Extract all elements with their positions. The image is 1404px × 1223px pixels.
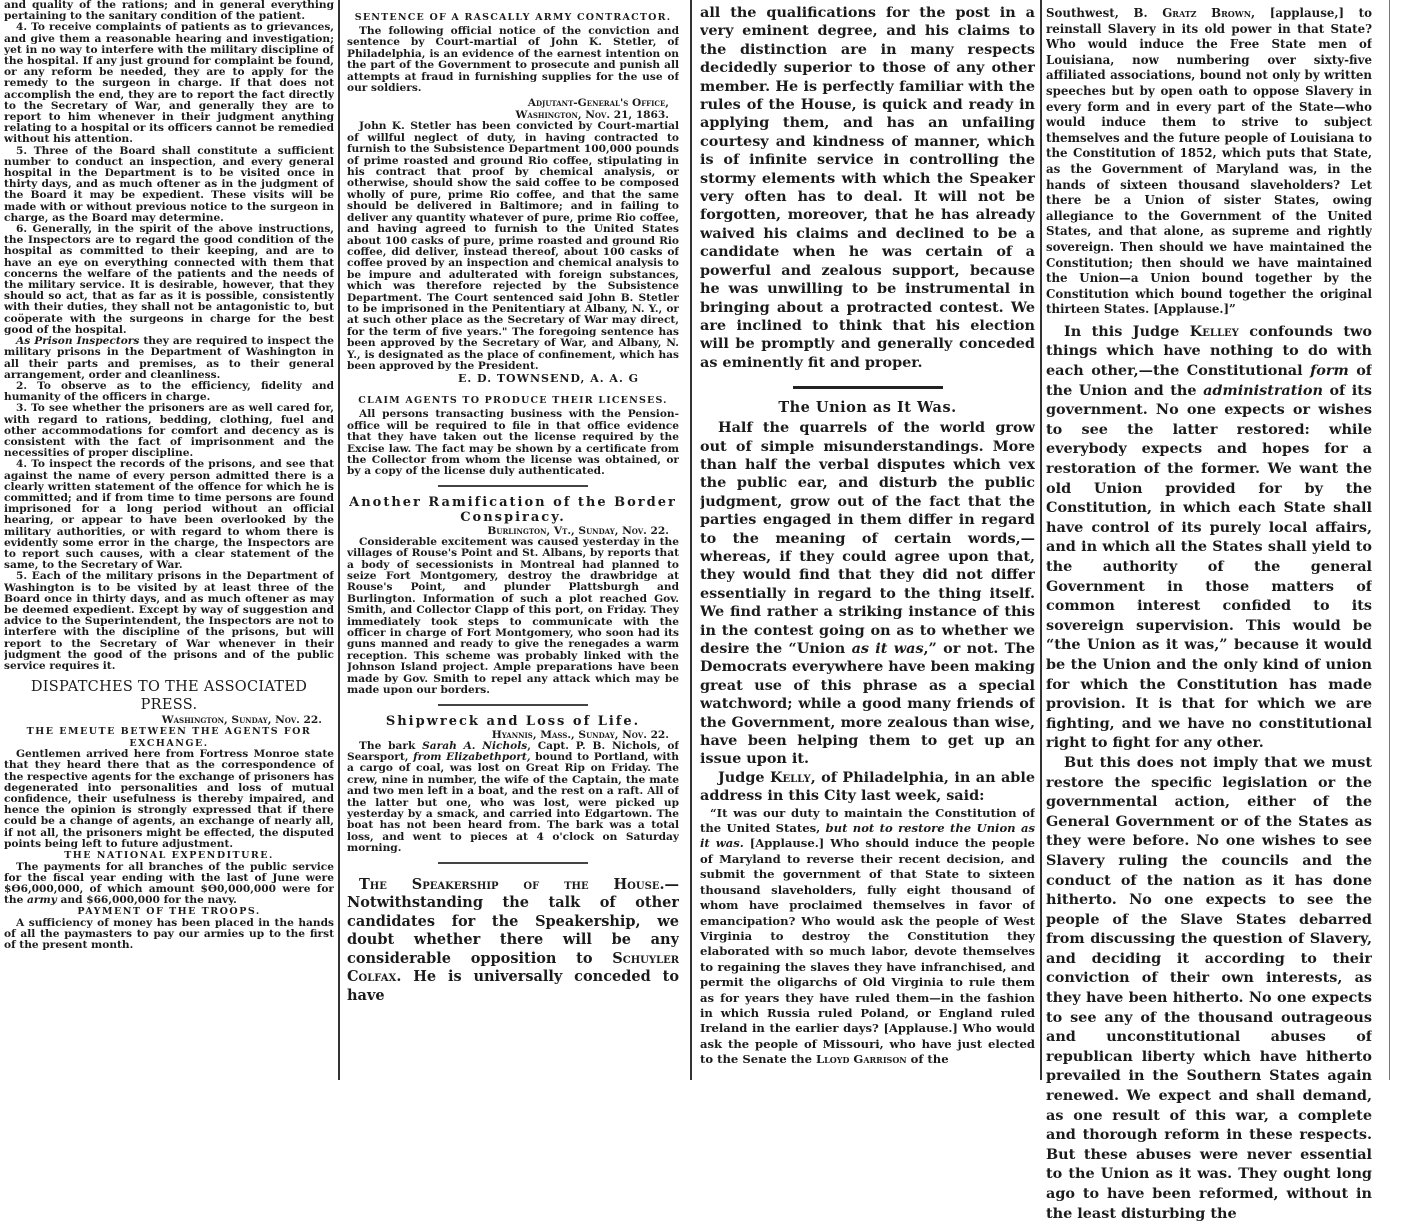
paragraph	[4, 862, 334, 907]
quotation-continued	[1046, 6, 1372, 318]
paragraph: 5. Three of the Board shall constitute a sufficient number to conduct an inspection, and every general hospital in the Department is to be visited once in thirty days, and as much oftener as in the judgment of the Board it may be expedient. These visits will be made with or without previous notice to the surgeon in charge, as the Board may determine.	[4, 144, 334, 224]
subheading-emeute: THE EMEUTE BETWEEN THE AGENTS FOR EXCHANGE.	[26, 726, 312, 749]
subheading-troops: PAYMENT OF THE TROOPS.	[77, 906, 261, 918]
text-run: The bark	[359, 739, 423, 752]
column-2	[347, 0, 679, 1005]
italic-run: army	[27, 894, 57, 907]
paragraph: John K. Stetler has been convicted by Court-martial of willful neglect of duty, in having contracted to furnish to the Subsistence Department 100,000 pounds of prime roasted and ground Rio coffee, stipulating in his contract that proof by chemical analysis, or otherwise, should show the said coffee to be composed wholly of pure, prime Rio coffee, and that the same should be delivered in Baltimore; and in failing to deliver any quantity whatever of pure, prime Rio coffee, and having agreed to furnish to the United States about 100 casks of pure, prime roasted and ground Rio coffee, did deliver, instead thereof, about 100 casks of coffee proved by an inspection and chemical analysis to be impure and adulterated with foreign substances, which was therefore rejected by the Subsistence Department. The Court sentenced said John B. Stetler to be imprisoned in the Penitentiary at Albany, N. Y., or at such other place as the Secretary of War may direct, for the term of five years." The foregoing sentence has been approved by the Secretary of War, and Albany, N. Y., is designated as the place of confinement, which has been approved by the President.	[347, 120, 679, 372]
text-run: Southwest,	[1046, 6, 1134, 20]
text-run: of its government. No one expects or wishes to see the latter restored: while everybody expects and hopes for a restoration of the former. We want the old Union provided for by the Constitution, in which each State shall have control of its purely local affairs, and in which all the States shall yield to the authority of the general Government in those matters of common interest confided to its sovereign supervision. This would be “the Union as it was,” because it would be the Union and the only kind of union for which the Constitution has made provision. It is that for which we are fighting, and we have no constitutional right to fight for any other.	[1046, 381, 1372, 752]
paragraph: 2. To observe as to the efficiency, fidelity and humanity of the officers in charge.	[4, 379, 334, 404]
paragraph: Considerable excitement was caused yesterday in the villages of Rouse's Point and St. Albans, by reports that a body of secessionists in Montreal had planned to seize Fort Montgomery, destroy the drawbridge at Rouse's Point, and plunder Plattsburgh and Burlington. Information of such a plot reached Gov. Smith, and Collector Clapp of this port, on Friday. They immediately took steps to communicate with the officer in charge of Fort Montgomery, who soon had its guns manned and ready to give the renegades a warm reception. This scheme was probably linked with the Johnson Island project. Ample preparations have been made by Gov. Smith to repel any attack which may be made upon our borders.	[347, 535, 679, 697]
subheading-contractor: SENTENCE OF A RASCALLY ARMY CONTRACTOR.	[354, 12, 672, 23]
paragraph	[347, 741, 679, 855]
paragraph: All persons transacting business with the Pension-office will be required to file in that office evidence that they have taken out the license required by the Excise law. The fact may be shown by a certificate from the Collector from whom the license was obtained, or by a copy of the license duly authenticated.	[347, 408, 679, 478]
heading-border-conspiracy: Another Ramification of the Border Conspiracy.	[349, 494, 677, 525]
paragraph	[4, 336, 334, 381]
paragraph	[1046, 322, 1372, 753]
column-rule	[690, 0, 692, 1080]
heading-shipwreck: Shipwreck and Loss of Life.	[385, 713, 641, 729]
subheading-claim-agents: CLAIM AGENTS TO PRODUCE THEIR LICENSES.	[358, 395, 668, 407]
paragraph: A sufficiency of money has been placed in the hands of all the paymasters to pay our armies up to the first of the present month.	[4, 916, 334, 952]
text-run: , of Philadelphia, in an able address in this City last week, said:	[700, 768, 1035, 805]
paragraph	[700, 769, 1035, 806]
text-run: [Applause.] Who should induce the people of Maryland to reverse their recent decision, and submit the government of that State to sixteen thousand slaveholders, fully eight thousand of whom have proclaimed themselves in favor of emancipation? Who would ask the people of West Virginia to destroy the Constitution they elaborated with so much labor, devote themselves to regaining the slaves they have infranchised, and permit the oligarchs of Old Virginia to rule them as for years they have ruled them—in the fashion in which Russia ruled Poland, or England ruled Ireland in the earlier days? [Applause.] Who would ask the people of Missouri, who have just elected to the Senate the	[700, 836, 1035, 1067]
text-run: Half the quarrels of the world grow out of simple misunderstandings. More than half the verbal disputes which vex the public ear, and disturb the public judgment, grow out of the fact that the parties engaged in them differ in regard to the meaning of certain words,—whereas, if they could agree upon that, they would find that they did not differ essentially in regard to the thing itself. We find rather a striking instance of this in the contest going on as to whether we desire the “Union	[700, 419, 1035, 657]
text-run: In this Judge	[1064, 322, 1190, 340]
paragraph: 4. To inspect the records of the prisons, and see that against the name of every person admitted there is a clearly written statement of the offence for which he is committed; and if from time to time persons are found imprisoned for a long period without an official hearing, or appear to have been overlooked by the military authorities, or with regard to whom there is evidently some error in the charge, the Inspectors are to report such causes, with a clear statement of the same, to the Secretary of War.	[4, 458, 334, 572]
italic-run: as it was	[851, 640, 924, 657]
column-1	[4, 0, 334, 951]
paragraph: 5. Each of the military prisons in the Department of Washington is to be visited by at least three of the Board once in thirty days, and as much oftener as may be deemed expedient. Except by way of suggestion and advice to the Superintendent, the Inspectors are not to interfere with the discipline of the prisons, but will report to the Secretary of War whenever in their judgment the good of the prisons and of the public service requires it.	[4, 570, 334, 672]
text-run: He is universally conceded to have	[347, 968, 679, 1004]
italic-run: administration	[1203, 381, 1323, 399]
dateline: Hyannis, Mass., Sunday, Nov. 22.	[491, 728, 669, 741]
column-rule	[338, 0, 340, 1080]
paragraph: 3. To see whether the prisoners are as well cared for, with regard to rations, bedding, clothing, fuel and other accommodations for comfort and decency as is consistent with the fact of imprisonment and the necessities of proper discipline.	[4, 402, 334, 460]
name-run: Kelly	[770, 768, 811, 786]
subheading-expenditure: THE NATIONAL EXPENDITURE.	[64, 850, 274, 862]
italic-run: form	[1310, 362, 1349, 380]
paragraph: 4. To receive complaints of patients as to grievances, and give them a reasonable hearing and investigation; yet in no way to interfere with the military discipline of the hospital. If any just ground for complaint be found, or any reform be needed, they are to apply for the remedy to the surgeon in charge. If that does not accomplish the end, they are to report the fact directly to the Secretary of War, and generally they are to report to him whenever in their judgment anything relating to a hospital or its officers cannot be remedied without his attention.	[4, 21, 334, 146]
text-run: confounds two things which have nothing to do with each other,—the Constitutional	[1046, 322, 1372, 380]
lead-title: The Speakership of the House.	[359, 875, 665, 893]
quotation	[700, 806, 1035, 1068]
paragraph: But this does not imply that we must restore the specific legislation or the governmental action, either of the General Government or of the States as they were before. No one wishes to see Slavery ruling the councils and the conduct of the nation as it has done hitherto. No one expects to see the people of the Slave States debarred from discussing the question of Slavery, and deciding it according to their conviction of their own interests, as they have been hitherto. No one expects to see any of the thousand outrageous and unconstitutional abuses of republican liberty which have hitherto prevailed in the Southern States again renewed. We expect and shall demand, as one result of this war, a complete and thorough reform in these respects. But these abuses were never essential to the Union as it was. They ought long ago to have been reformed, without in the least disturbing the	[1046, 753, 1372, 1222]
section-divider	[438, 704, 588, 706]
text-run: bound to Portland, with a cargo of coal, was lost on Great Rip on Friday. The crew, nine in number, the wife of the Captain, the mate and two men left in a boat, and the rest on a raft. All of the latter but one, who was lost, were picked up yesterday by a smack, and carried into Edgartown. The boat has not been heard from. The bark was a total loss, and went to pieces at 4 o'clock on Saturday morning.	[347, 750, 679, 855]
text-run: they are required to inspect the military prisons in the Department of Washington in all their parts and premises, as to their general arrangement, order and cleanliness.	[4, 335, 334, 381]
text-run: The payments for all branches of the public service for the fiscal year ending with the last of June were $Ө6,000,000, of which amount $Ө0,000,000 were for the	[4, 860, 334, 907]
paragraph: Gentlemen arrived here from Fortress Monroe state that they heard there that as the correspondence of the respective agents for the exchange of prisoners has degenerated into personalities and loss of mutual confidence, their usefulness is thereby impaired, and hence the opinion is strongly expressed that if there could be a change of agents, an exchange of nearly all, if not all, the prisoners might be effected, the disputed points being left to future adjustment.	[4, 748, 334, 850]
dateline: Washington, Nov. 21, 1863.	[515, 109, 669, 122]
italic-run: Sarah A. Nichols	[422, 739, 528, 752]
paragraph: 6. Generally, in the spirit of the above instructions, the Inspectors are to regard the good condition of the hospital as committed to their keeping, and are to have an eye on everything connected with them that concerns the welfare of the patients and the needs of the military service. It is desirable, however, that they should so act, that as far as it is possible, consistently with their duties, they shall not be antagonistic to, but coöperate with the surgeons in charge for the best good of the hospital.	[4, 223, 334, 336]
heading-union-as-it-was: The Union as It Was.	[778, 399, 957, 417]
signature: E. D. TOWNSEND, A. A. G	[458, 372, 639, 386]
text-run: and $66,000,000 for the navy.	[56, 894, 237, 907]
text-run: , Capt. P. B. Nichols, of Searsport,	[347, 739, 679, 763]
editorial-lead-speakership	[347, 876, 679, 1006]
text-run: of the Union and the	[1046, 362, 1372, 399]
section-heading-dispatches: DISPATCHES TO THE ASSOCIATED PRESS.	[30, 679, 308, 714]
text-run: —Notwithstanding the talk of other candidates for the Speakership, we doubt whether there will be any considerable opposition to	[347, 875, 679, 967]
italic-run: As Prison Inspectors	[16, 335, 140, 348]
page-edge-rule	[1389, 0, 1390, 1080]
name-run: Lloyd Garrison	[815, 1052, 907, 1067]
paragraph: The following official notice of the conviction and sentence by Court-martial of John K. Stetler, of Philadelphia, is an evidence of the earnest intention on the part of the Government to prosecute and punish all attempts at fraud in furnishing supplies for the use of our soldiers.	[347, 25, 679, 95]
paragraph	[700, 419, 1035, 769]
section-divider	[438, 862, 588, 864]
name-run: Schuyler Colfax.	[347, 949, 679, 986]
text-run: of the	[906, 1052, 949, 1067]
office-line: Adjutant-General's Office,	[527, 97, 669, 110]
paragraph: and quality of the rations; and in general everything pertaining to the sanitary condition of the patient.	[4, 0, 334, 23]
column-rule	[1040, 0, 1042, 1080]
section-divider	[793, 386, 943, 389]
dateline: Burlington, Vt., Sunday, Nov. 22.	[487, 524, 669, 537]
text-run: , [applause,] to reinstall Slavery in its old power in that State? Who would induce the Free State men of Louisiana, now numbering over sixty-five affiliated associations, bound not only by written speeches but by open oath to oppose Slavery in every form and in every part of the State—who would induce them to strive to subject themselves and the future people of Louisiana to the Constitution of 1852, which puts that State, as the Government of Maryland was, in the hands of sixteen thousand slaveholders? Let there be a Union of sister States, owing allegiance to the Government of the United States, and that alone, as supreme and rightly sovereign. Then should we have maintained the Constitution; then should we have maintained the Union—a Union bound together by the Constitution which bound together the original thirteen States. [Applause.]”	[1046, 6, 1372, 317]
column-3	[700, 0, 1035, 1068]
text-run: “It was our duty to maintain the Constitution of the United States,	[700, 805, 1035, 836]
name-run: B. Gratz Brown	[1133, 6, 1252, 20]
italic-run: from Elizabethport,	[413, 750, 531, 763]
section-divider	[438, 485, 588, 487]
paragraph: all the qualifications for the post in a very eminent degree, and his claims to the distinction are in many respects decidedly superior to those of any other member. He is perfectly familiar with the rules of the House, is quick and ready in applying them, and has an unfailing courtesy and kindness of manner, which is of infinite service in controlling the stormy elements with which the Speaker very often has to deal. It will not be forgotten, moreover, that he has already waived his claims and declined to be a candidate when he was certain of a powerful and zealous support, because he was unwilling to be instrumental in bringing about a protracted contest. We are inclined to think that his election will be promptly and generally conceded as eminently fit and proper.	[700, 4, 1035, 371]
text-run: ,” or not. The Democrats everywhere have been making great use of this phrase as a special watchword; while a good many friends of the Government, more zealous than wise, have been helping them to get up an issue upon it.	[700, 640, 1035, 768]
dateline: Washington, Sunday, Nov. 22.	[161, 714, 322, 727]
column-4	[1046, 0, 1372, 1223]
text-run: Judge	[718, 768, 770, 786]
italic-run: but not to restore the Union as it was.	[700, 821, 1035, 851]
name-run: Kelley	[1189, 322, 1239, 340]
